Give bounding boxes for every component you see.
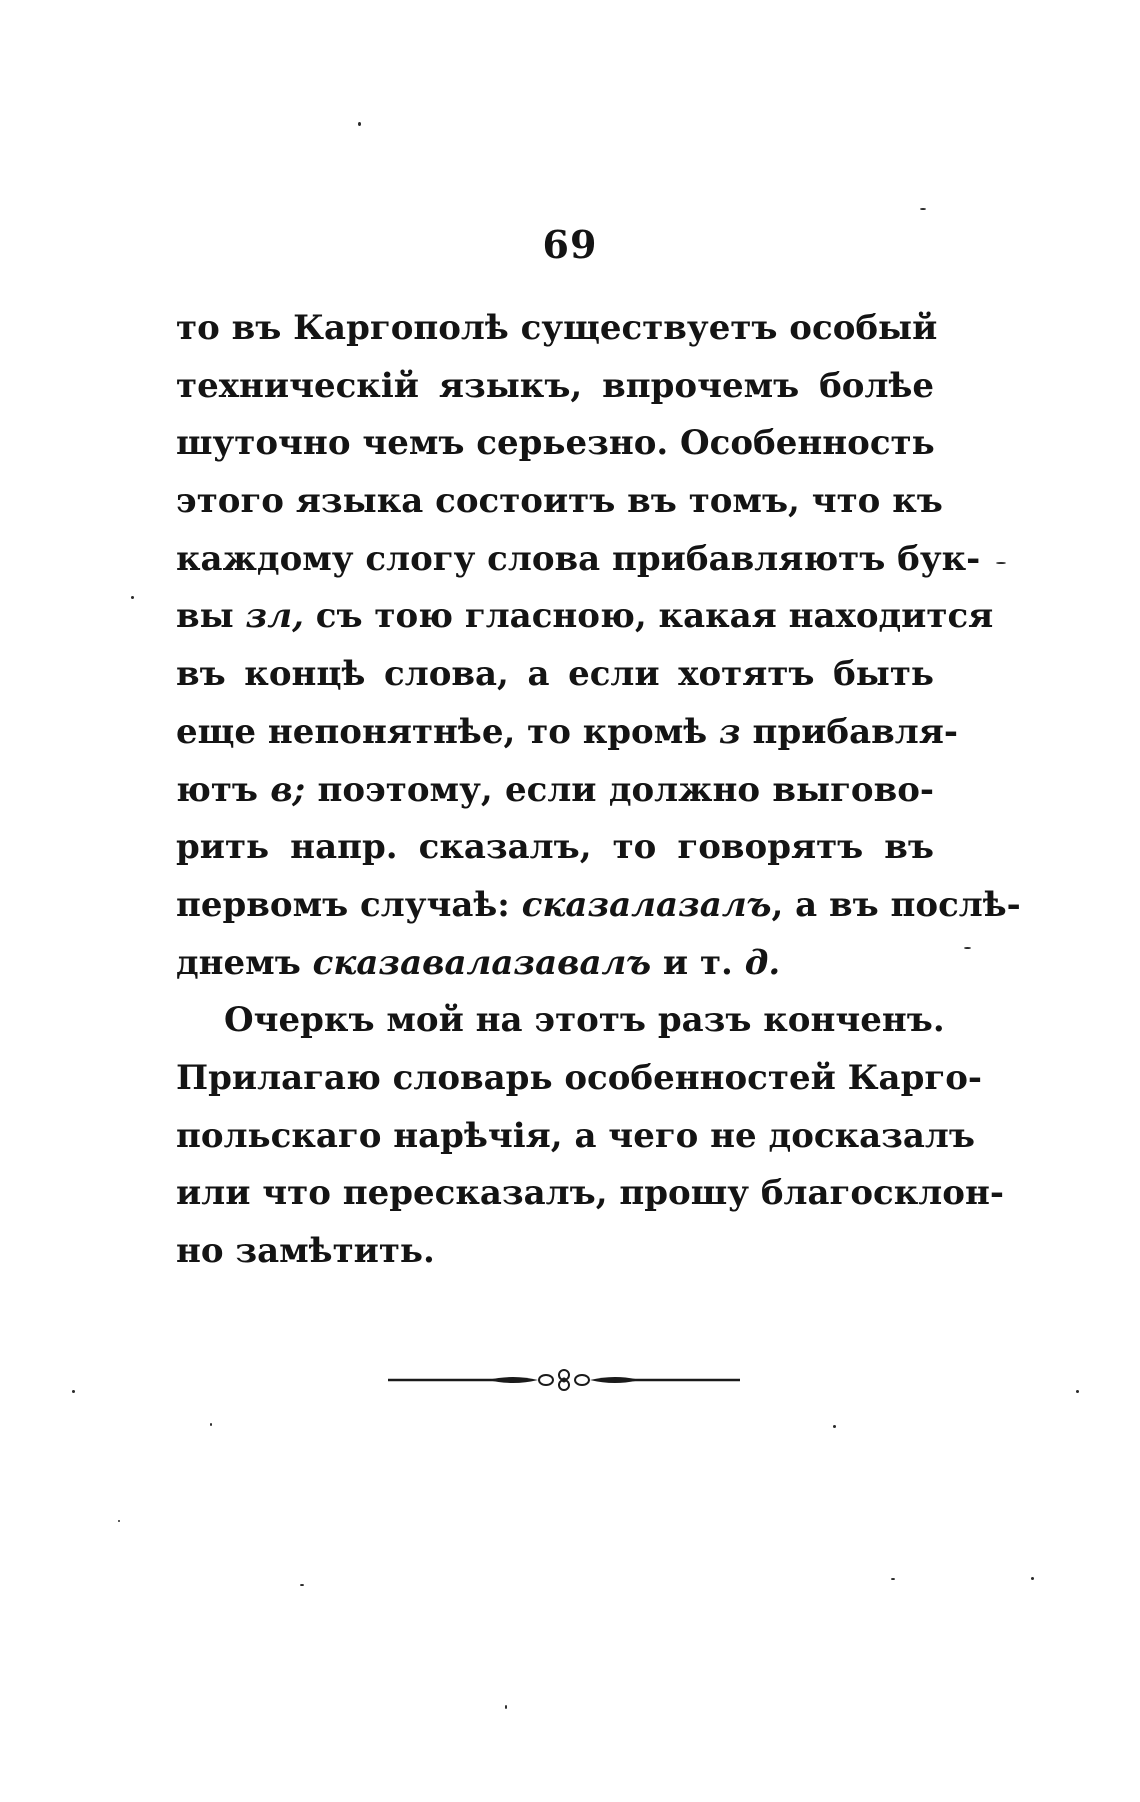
text-line	[176, 646, 934, 704]
page-number: 69	[542, 222, 598, 267]
text-line	[176, 415, 934, 473]
line-text: поэтому, если должно выгово-	[305, 769, 934, 810]
text-line	[176, 992, 945, 1050]
scan-speck	[210, 1423, 212, 1426]
italic-text: зл,	[245, 596, 304, 637]
scan-speck	[1076, 1390, 1079, 1393]
line-text: вы	[176, 596, 246, 637]
text-line	[176, 531, 981, 589]
line-text: каждому слогу слова прибавляютъ бук-	[176, 538, 981, 579]
text-line	[176, 1050, 982, 1108]
text-line	[176, 877, 1021, 935]
text-line	[176, 588, 994, 646]
line-text: рить напр. сказалъ, то говорятъ въ	[176, 827, 934, 868]
text-line	[176, 300, 938, 358]
scan-speck	[920, 208, 926, 210]
scan-speck	[505, 1705, 507, 1709]
decorative-rule-icon	[388, 1365, 740, 1395]
line-text: первомъ случаѣ:	[176, 884, 522, 925]
line-text: этого языка состоитъ въ томъ, что къ	[176, 481, 943, 522]
line-text: днемъ	[176, 942, 313, 983]
line-text: въ концѣ слова, а если хотятъ быть	[176, 654, 934, 695]
italic-text: сказалазалъ	[521, 884, 772, 925]
text-line	[176, 1165, 1004, 1223]
line-text: съ тою гласною, какая находится	[303, 596, 994, 637]
scan-speck	[300, 1584, 304, 1586]
text-line	[176, 762, 934, 820]
scan-speck	[72, 1390, 75, 1393]
scan-speck	[833, 1425, 836, 1428]
italic-text: д.	[744, 942, 781, 983]
text-line	[176, 473, 943, 531]
text-line	[176, 935, 934, 993]
line-text: и т.	[651, 942, 745, 983]
line-text: или что пересказалъ, прошу благосклон-	[176, 1173, 1004, 1214]
italic-text: в;	[270, 769, 306, 810]
line-text: но замѣтить.	[176, 1231, 435, 1271]
text-line	[176, 1223, 934, 1281]
line-text: прибавля-	[740, 711, 958, 752]
line-text: польскаго нарѣчія, а чего не досказалъ	[176, 1115, 975, 1156]
body-text	[176, 300, 1021, 1281]
italic-text: сказавалазавалъ	[312, 942, 652, 983]
italic-text: з	[719, 711, 741, 752]
text-line	[176, 704, 958, 762]
line-text: шуточно чемъ серьезно. Особенность	[176, 423, 935, 464]
line-text: то въ Каргополѣ существуетъ особый	[176, 308, 938, 348]
text-line	[176, 358, 934, 416]
scan-speck	[118, 1520, 120, 1522]
line-text: ютъ	[176, 769, 271, 810]
line-text: техническій языкъ, впрочемъ болѣе	[176, 365, 934, 406]
scan-speck	[891, 1578, 895, 1580]
scan-speck	[1031, 1577, 1034, 1580]
text-line	[176, 1108, 975, 1166]
line-text: еще непонятнѣе, то кромѣ	[176, 711, 720, 752]
scan-speck	[131, 596, 134, 599]
scan-speck	[964, 947, 971, 949]
line-text: Очеркъ мой на этотъ разъ конченъ.	[224, 1000, 945, 1041]
line-text: Прилагаю словарь особенностей Карго-	[176, 1057, 982, 1098]
scan-speck	[358, 122, 361, 126]
text-line	[176, 819, 934, 877]
line-text: , а въ послѣ-	[771, 884, 1021, 925]
scan-speck	[996, 562, 1006, 564]
